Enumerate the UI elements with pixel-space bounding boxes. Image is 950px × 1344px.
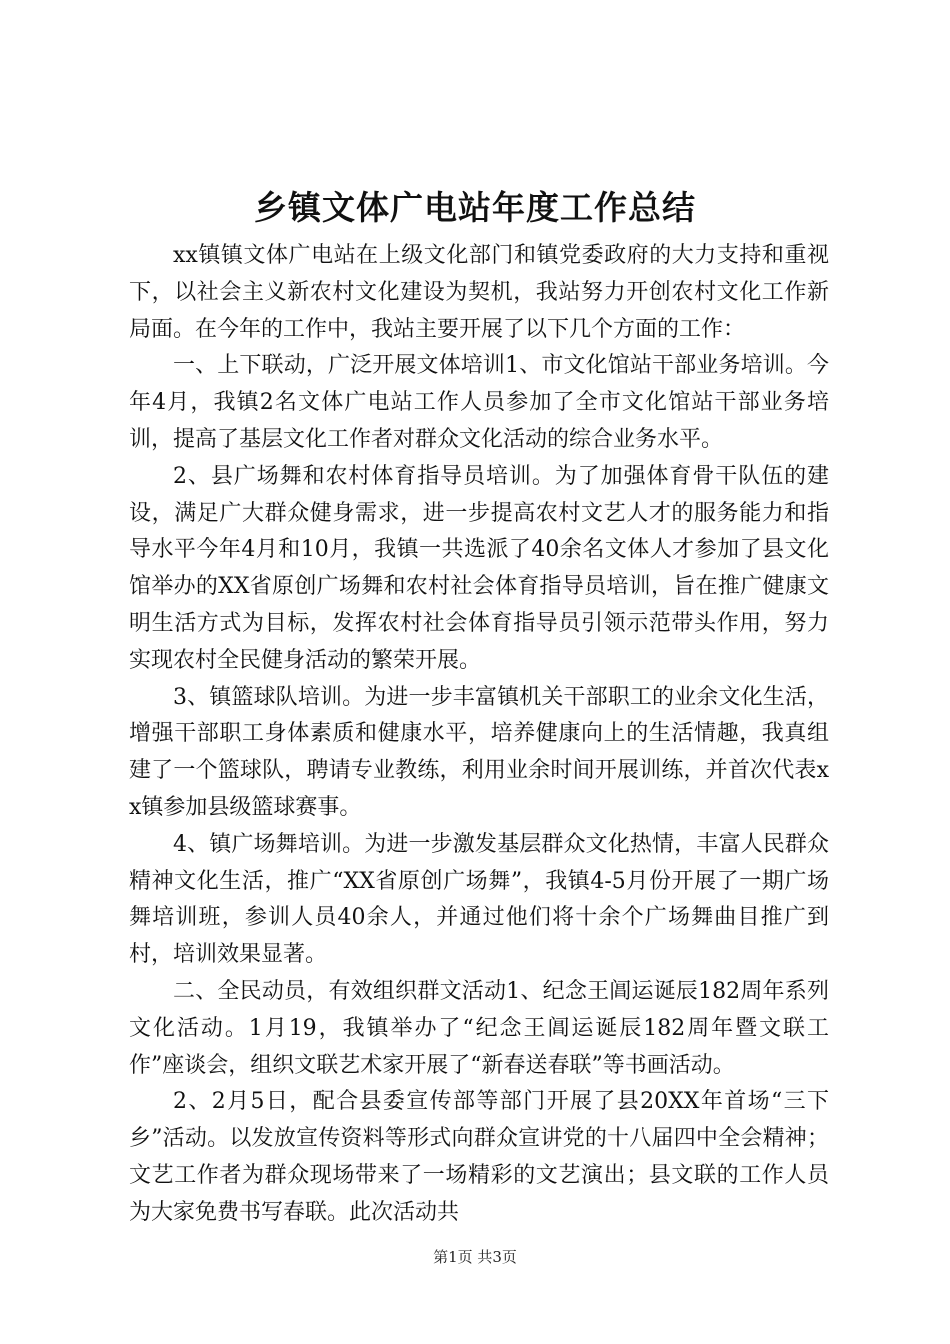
- page-number-footer: 第1页 共3页: [433, 1248, 517, 1266]
- document-title: 乡镇文体广电站年度工作总结: [254, 188, 696, 227]
- paragraph-intro: xx镇镇文体广电站在上级文化部门和镇党委政府的大力支持和重视下，以社会主义新农村文化建设为契机，我站努力开创农村文化工作新局面。在今年的工作中，我站主要开展了以下几个方面的工作：: [129, 243, 829, 342]
- paragraph-section-1-item-2: 2、县广场舞和农村体育指导员培训。为了加强体育骨干队伍的建设，满足广大群众健身需求，进一步提高农村文艺人才的服务能力和指导水平今年4月和10月，我镇一共选派了40余名文体人才参加了县文化馆举办的XX省原创广场舞和农村社会体育指导员培训，旨在推广健康文明生活方式为目标，发挥农村社会体育指导员引领示范带头作用，努力实现农村全民健身活动的繁荣开展。: [129, 463, 829, 673]
- document-body: [129, 238, 829, 1232]
- paragraph-section-2-item-2: 2、2月5日，配合县委宣传部等部门开展了县20XX年首场“三下乡”活动。以发放宣传资料等形式向群众宣讲党的十八届四中全会精神；文艺工作者为群众现场带来了一场精彩的文艺演出；县文联的工作人员为大家免费书写春联。此次活动共: [129, 1089, 829, 1225]
- paragraph-section-1-item-3: 3、镇篮球队培训。为进一步丰富镇机关干部职工的业余文化生活，增强干部职工身体素质和健康水平，培养健康向上的生活情趣，我真组建了一个篮球队，聘请专业教练，利用业余时间开展训练，并首次代表xx镇参加县级篮球赛事。: [129, 684, 829, 820]
- paragraph-section-2-item-1: 二、全民动员，有效组织群文活动1、纪念王阊运诞辰182周年系列文化活动。1月19，我镇举办了“纪念王阊运诞辰182周年暨文联工作”座谈会，组织文联艺术家开展了“新春送春联”等书画活动。: [129, 978, 829, 1078]
- paragraph-section-1-item-1: 一、上下联动，广泛开展文体培训1、市文化馆站干部业务培训。今年4月，我镇2名文体广电站工作人员参加了全市文化馆站干部业务培训，提高了基层文化工作者对群众文化活动的综合业务水平。: [129, 353, 829, 452]
- paragraph-section-1-item-4: 4、镇广场舞培训。为进一步激发基层群众文化热情，丰富人民群众精神文化生活，推广“XX省原创广场舞”，我镇4-5月份开展了一期广场舞培训班，参训人员40余人，并通过他们将十余个广场舞曲目推广到村，培训效果显著。: [129, 831, 829, 968]
